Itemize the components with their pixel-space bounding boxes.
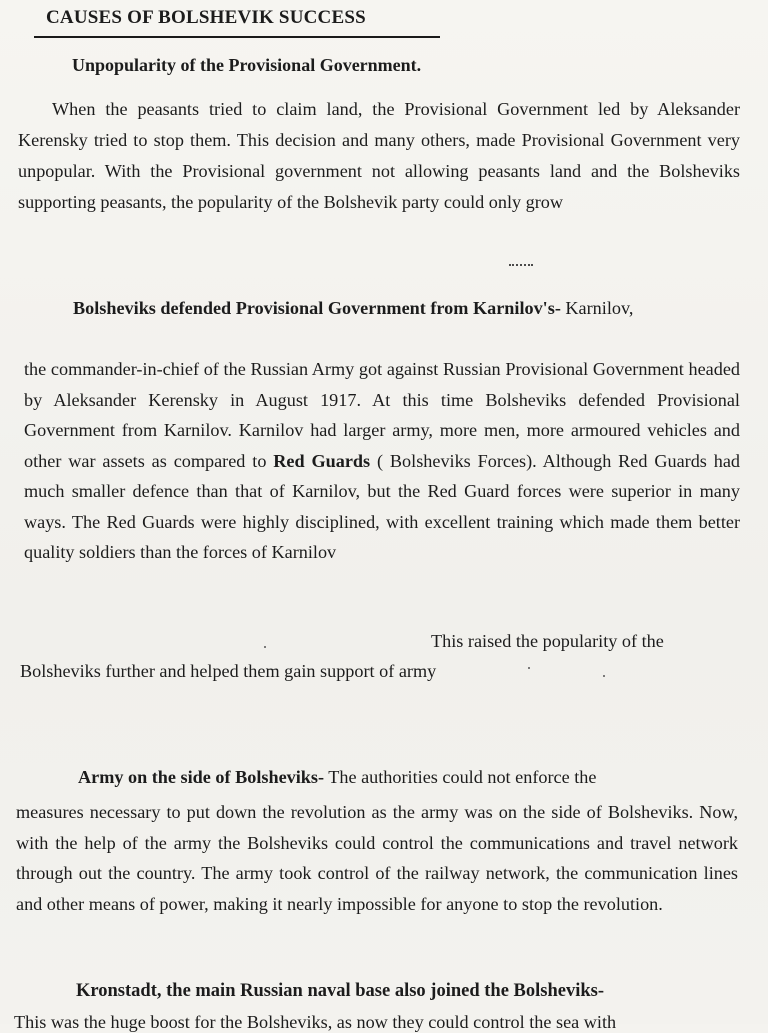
conclusion-line-2: Bolsheviks further and helped them gain support of army [20,661,437,681]
paragraph-karnilov-part1: the commander-in-chief of the Russian Army got against Russian Provisional Government headed by Aleksander Kerensky in August 1917. At this time Bolsheviks defended Provisional Government from Karnilov. Karnilov had larger army, more men, more armoured vehicles and other war assets as compared to [24,359,740,471]
paragraph-kronstadt-cut: This was the huge boost for the Bolsheviks, as now they could control the sea with [14,1012,617,1032]
title-underline [34,36,440,38]
red-guards-term: Red Guards [273,450,371,471]
section-heading-army-line [78,767,596,788]
paragraph-unpopularity: When the peasants tried to claim land, the Provisional Government led by Aleksander Kerensky tried to stop them. This decision and many others, made Provisional Government very unpopular. With the Provisional government not allowing peasants land and the Bolsheviks supporting peasants, the popularity of the Bolshevik party could only grow [18,99,740,212]
section-heading-karnilov: Bolsheviks defended Provisional Government from Karnilov's- [73,298,561,318]
stray-mark [509,264,533,268]
section-heading-karnilov-tail: Karnilov, [560,298,634,318]
page-title: CAUSES OF BOLSHEVIK SUCCESS [46,7,366,28]
section-heading-army-tail: The authorities could not enforce the [324,767,597,787]
paragraph-karnilov [24,354,740,568]
scan-speck [603,675,605,677]
scan-speck [528,667,530,669]
section-heading-kronstadt: Kronstadt, the main Russian naval base also joined the Bolsheviks- [76,981,605,1001]
conclusion-line-1: This raised the popularity of the [431,631,664,651]
section-heading-karnilov-line [73,298,633,319]
scan-speck [264,646,266,648]
section-heading-army: Army on the side of Bolsheviks- [78,767,325,787]
paragraph-army: measures necessary to put down the revolution as the army was on the side of Bolsheviks. Now, with the help of the army the Bolsheviks could control the communications and travel network through out the country. The army took control of the railway network, the communication lines and other means of power, making it nearly impossible for anyone to stop the revolution. [16,802,738,914]
paragraph-karnilov-part2: ( Bolsheviks Forces). Although Red Guards had much smaller defence than that of Karnilov, but the Red Guard forces were superior in many ways. The Red Guards were highly disciplined, with excellent training which made them better quality soldiers than the forces of Karnilov [24,450,740,562]
section-heading-unpopularity: Unpopularity of the Provisional Government. [72,55,422,75]
